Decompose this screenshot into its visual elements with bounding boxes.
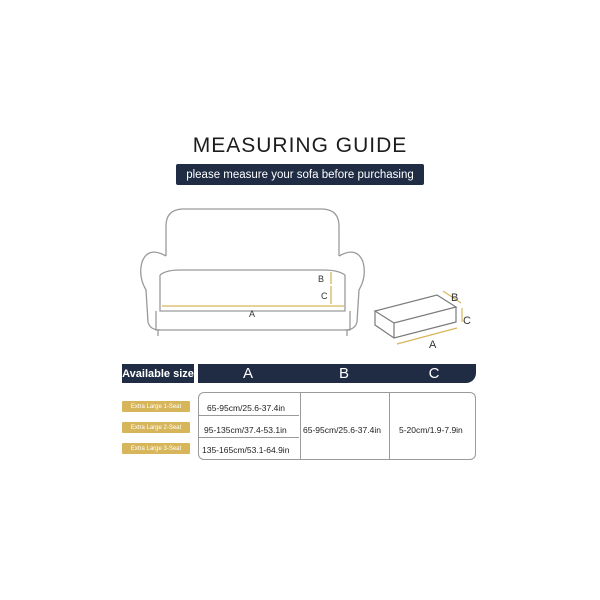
size-badge-3-seat: Extra Large 3-Seat — [122, 443, 190, 454]
sofa-label-a: A — [249, 309, 256, 319]
cushion-label-b: B — [451, 292, 459, 304]
table-divider — [199, 415, 299, 416]
size-b-all: 65-95cm/25.6-37.4in — [303, 425, 381, 435]
table-divider — [300, 393, 301, 459]
column-header-bar — [198, 364, 476, 383]
size-a-2-seat: 95-135cm/37.4-53.1in — [204, 425, 287, 435]
size-a-3-seat: 135-165cm/53.1-64.9in — [202, 445, 290, 455]
size-badge-1-seat: Extra Large 1-Seat — [122, 401, 190, 412]
page-title: MEASURING GUIDE — [192, 134, 408, 157]
size-a-1-seat: 65-95cm/25.6-37.4in — [207, 403, 285, 413]
cushion-label-c: C — [463, 315, 471, 327]
size-table — [198, 392, 476, 460]
cushion-label-a: A — [429, 339, 437, 351]
column-header-a: A — [242, 365, 253, 382]
available-size-header: Available size — [122, 364, 194, 383]
column-header-c: C — [428, 365, 440, 382]
size-badge-2-seat: Extra Large 2-Seat — [122, 422, 190, 433]
column-header-b: B — [338, 365, 349, 382]
table-divider — [199, 437, 299, 438]
subtitle-banner: please measure your sofa before purchasing — [176, 164, 424, 185]
sofa-measure-lines — [162, 272, 344, 306]
size-c-all: 5-20cm/1.9-7.9in — [399, 425, 463, 435]
table-divider — [389, 393, 390, 459]
sofa-label-b: B — [318, 274, 325, 284]
sofa-label-c: C — [321, 291, 328, 301]
cushion-measure-a-line — [397, 328, 457, 344]
